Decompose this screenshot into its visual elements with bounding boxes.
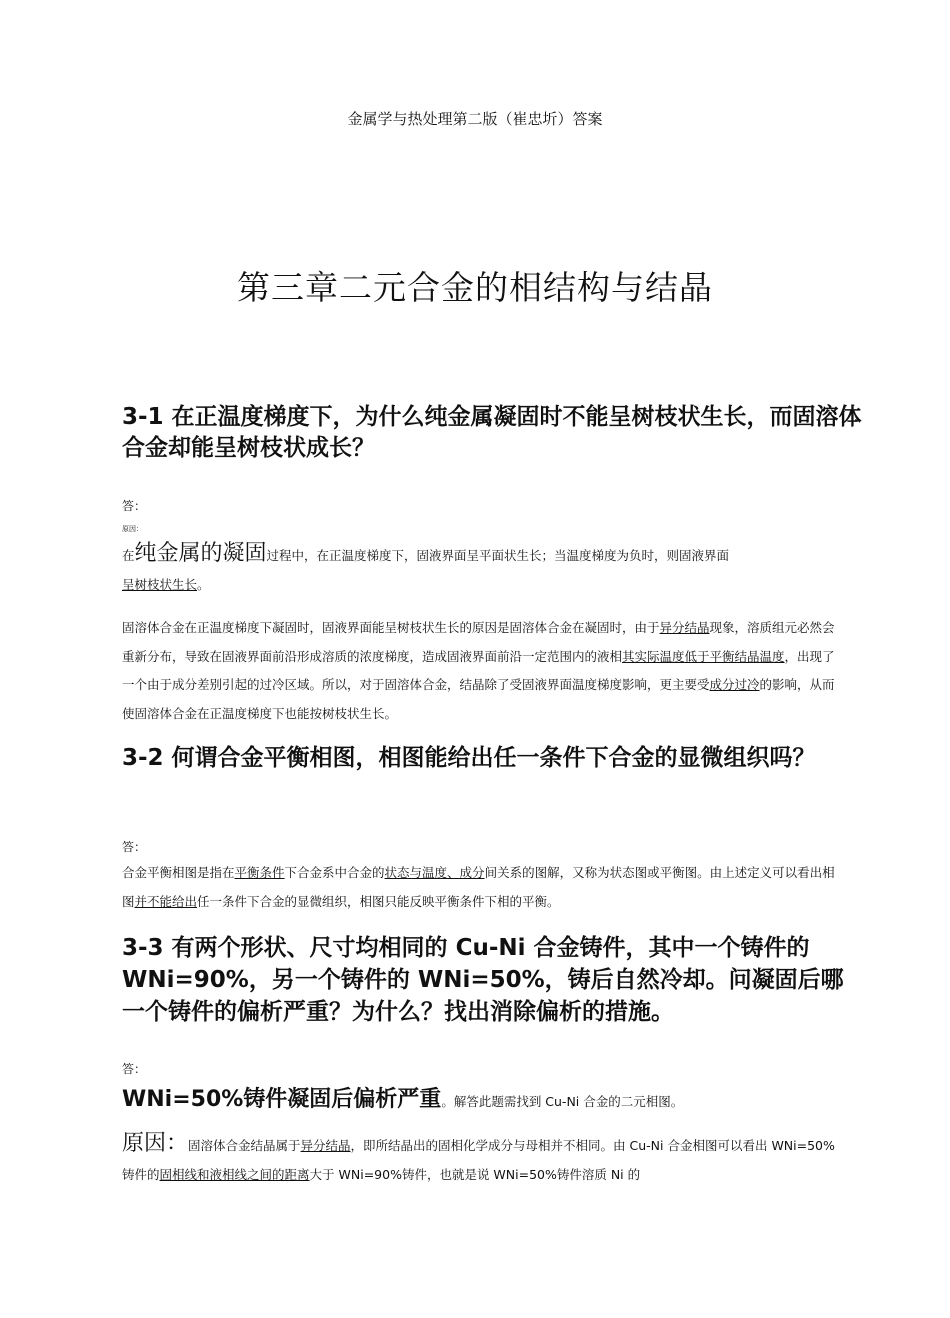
q3-reason-label: 原因： — [122, 1131, 189, 1156]
q1-p1-text: 。 — [197, 576, 210, 592]
q1-p1-text: 在 — [122, 548, 135, 563]
question-3-2-title: 3-2 何谓合金平衡相图，相图能给出任一条件下合金的显微组织吗？ — [122, 745, 816, 771]
q2-text: 间关系的图解，又称为状态图或平衡图。由上述定义可以看出相图 — [122, 865, 835, 909]
q1-p2-text: 现象，溶质组元必然会重新分布，导致在固液界面前沿形成溶质的浓度梯度，造成固液界面前沿一定范围内的液相 — [122, 620, 835, 664]
q1-p1-underline: 呈树枝状生长 — [122, 576, 198, 592]
q1-p2-underline: 异分结晶 — [659, 620, 710, 635]
chapter-title: 第三章二元合金的相结构与结晶 — [237, 268, 713, 307]
q3-answer-line — [122, 1086, 842, 1117]
q2-underline: 并不能给出 — [134, 893, 198, 909]
answer-label: 答： — [122, 840, 147, 854]
q1-p2-underline: 成分过冷 — [709, 677, 760, 692]
q1-paragraph-2 — [122, 614, 842, 728]
answer-label: 答： — [122, 1062, 147, 1076]
q3-reason-paragraph — [122, 1130, 842, 1189]
q1-paragraph-1 — [122, 540, 842, 599]
reason-label-small: 原因： — [122, 525, 143, 533]
q2-text: 下合金系中合金的 — [284, 865, 385, 880]
q3-reason-text: ，即所结晶出的固相化学成分与母相并不相同。由 Cu-Ni 合金相图可以看出 WNi=50%铸件的 — [122, 1138, 835, 1182]
q1-p1-text: 过程中，在正温度梯度下，固液界面呈平面状生长；当温度梯度为负时，则固液界面 — [266, 548, 730, 563]
q3-answer-emphasis: WNi=50%铸件凝固后偏析严重 — [122, 1087, 442, 1112]
q2-text: 任一条件下合金的显微组织，相图只能反映平衡条件下相的平衡。 — [197, 893, 560, 909]
q1-p2-text: ，出现了一个由于成分差别引起的过冷区域。所以，对于固溶体合金，结晶除了受固液界面温度梯度影响，更主要受 — [122, 648, 835, 692]
document-header: 金属学与热处理第二版（崔忠圻）答案 — [347, 110, 603, 128]
q3-reason-underline: 异分结晶 — [300, 1138, 351, 1153]
question-3-1-title: 3-1 在正温度梯度下，为什么纯金属凝固时不能呈树枝状生长，而固溶体合金却能呈树枝状成长？ — [122, 404, 862, 461]
q2-text: 合金平衡相图是指在 — [122, 865, 235, 880]
answer-label: 答： — [122, 499, 147, 513]
q1-p2-text: 的影响，从而使固溶体合金在正温度梯度下也能按树枝状生长。 — [122, 677, 835, 721]
q3-reason-text: 大于 WNi=90%铸件，也就是说 WNi=50%铸件溶质 Ni 的 — [309, 1166, 641, 1182]
q2-paragraph — [122, 859, 842, 916]
q1-p2-underline: 其实际温度低于平衡结晶温度 — [622, 648, 785, 664]
question-3-3-title: 3-3 有两个形状、尺寸均相同的 Cu-Ni 合金铸件，其中一个铸件的 WNi=90%，另一个铸件的 WNi=50%，铸后自然冷却。问凝固后哪一个铸件的偏析严重？为什么？找出消除偏析的措施。 — [122, 935, 844, 1025]
q2-underline: 平衡条件 — [234, 865, 285, 880]
q2-underline: 状态与温度、成分 — [384, 865, 485, 880]
q3-reason-underline: 固相线和液相线之间的距离 — [159, 1166, 310, 1182]
q3-answer-text: 。解答此题需找到 Cu-Ni 合金的二元相图。 — [441, 1094, 684, 1109]
q1-p1-emphasis: 纯金属的凝固 — [134, 541, 267, 566]
q1-p2-text: 固溶体合金在正温度梯度下凝固时，固液界面能呈树枝状生长的原因是固溶体合金在凝固时，由于 — [122, 620, 660, 635]
q3-reason-text: 固溶体合金结晶属于 — [188, 1138, 301, 1153]
